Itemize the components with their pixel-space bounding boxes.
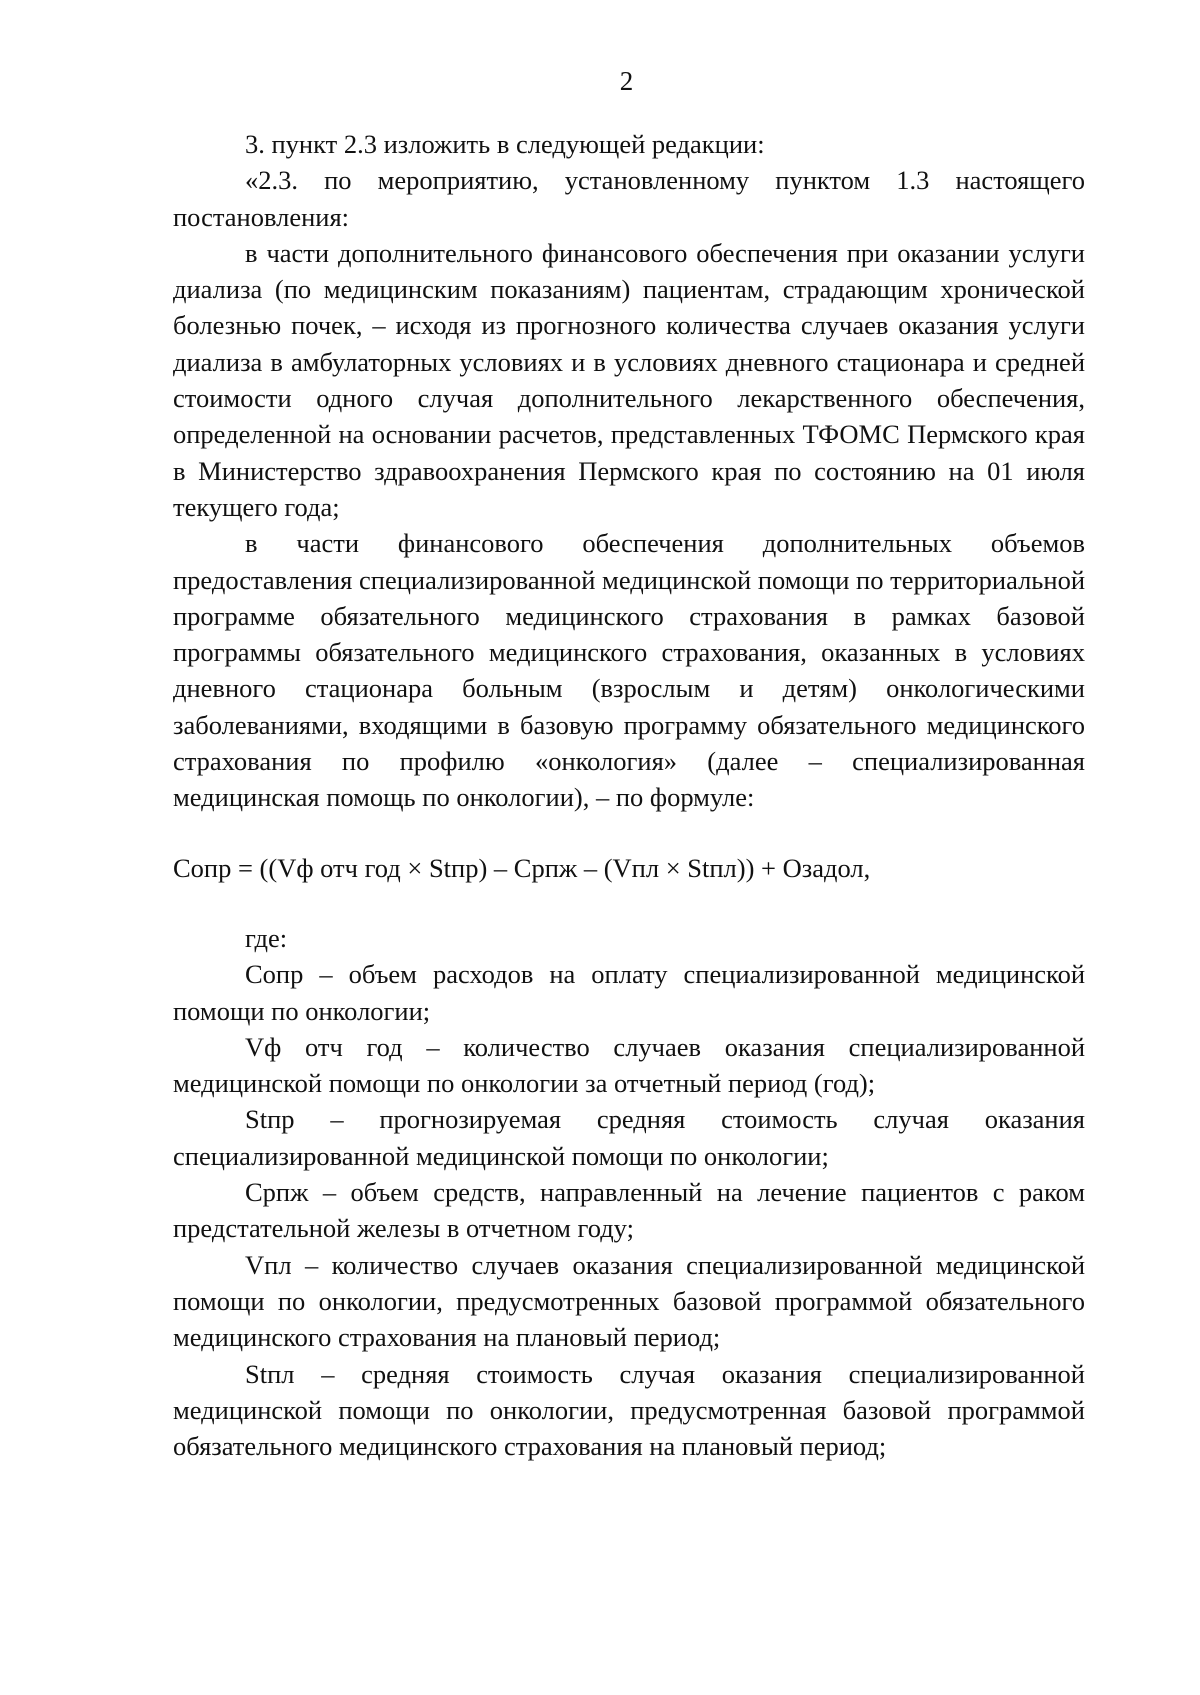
document-body bbox=[173, 126, 1085, 1464]
paragraph-oncology: в части финансового обеспечения дополнительных объемов предоставления специализированной медицинской помощи по территориальной программе обязательного медицинского страхования в рамках базовой программы обязательного медицинского страхования, оказанных в условиях дневного стационара больным (взрослым и детям) онкологическими заболеваниями, входящими в базовую программу обязательного медицинского страхования по профилю «онкология» (далее – специализированная медицинская помощь по онкологии), – по формуле: bbox=[173, 528, 1085, 813]
paragraph-clause-intro: «2.3. по мероприятию, установленному пунктом 1.3 настоящего постановления: bbox=[173, 165, 1085, 232]
definition-item: Сопр – объем расходов на оплату специализированной медицинской помощи по онкологии; bbox=[173, 959, 1085, 1026]
definition-item: Vпл – количество случаев оказания специализированной медицинской помощи по онкологии, предусмотренных базовой программой обязательного медицинского страхования на плановый период; bbox=[173, 1249, 1085, 1353]
definition-item: Stпл – средняя стоимость случая оказания специализированной медицинской помощи по онкологии, предусмотренная базовой программой обязательного медицинского страхования на плановый период; bbox=[173, 1358, 1085, 1462]
definition-item: Vф отч год – количество случаев оказания специализированной медицинской помощи по онкологии за отчетный период (год); bbox=[173, 1031, 1085, 1099]
definition-item: Stпр – прогнозируемая средняя стоимость случая оказания специализированной медицинской помощи по онкологии; bbox=[173, 1104, 1085, 1171]
page-number: 2 bbox=[619, 66, 634, 96]
definition-item: Српж – объем средств, направленный на лечение пациентов с раком предстательной железы в отчетном году; bbox=[173, 1177, 1085, 1244]
formula: Сопр = ((Vф отч год × Stпр) – Српж – (Vпл × Stпл)) + Озадол, bbox=[173, 852, 871, 883]
paragraph-dialysis: в части дополнительного финансового обеспечения при оказании услуги диализа (по медицинским показаниям) пациентам, страдающим хронической болезнью почек, – исходя из прогнозного количества случаев оказания услуги диализа в амбулаторных условиях и в условиях дневного стационара и средней стоимости одного случая дополнительного лекарственного обеспечения, определенной на основании расчетов, представленных ТФОМС Пермского края в Министерство здравоохранения Пермского края по состоянию на 01 июля текущего года; bbox=[173, 237, 1085, 522]
where-label: где: bbox=[245, 922, 288, 953]
paragraph-item-heading: 3. пункт 2.3 изложить в следующей редакции: bbox=[245, 129, 765, 159]
